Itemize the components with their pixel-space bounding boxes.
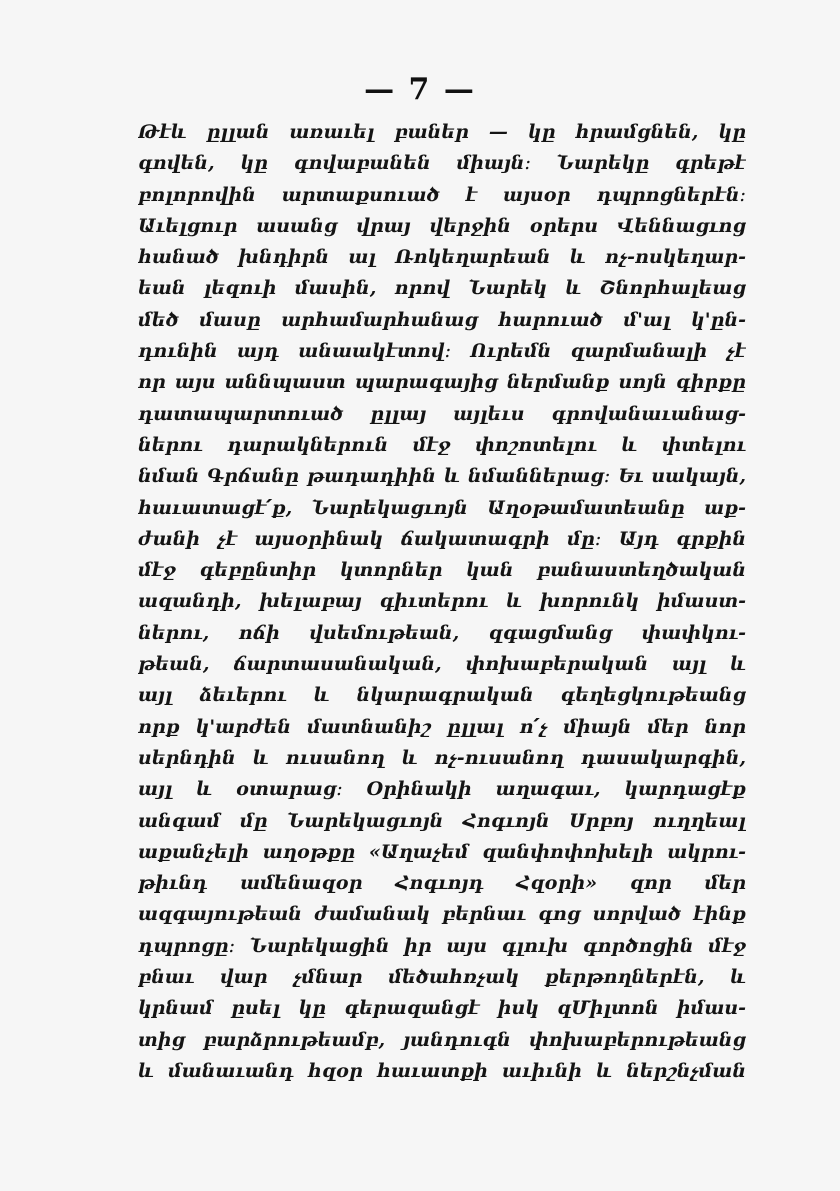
text-line: բոլորովին արտաքսուած է այսօր դպրոցներէն։ <box>138 183 746 206</box>
text-line: սերնդին և ուսանող և ոչ-ուսանող դասակարգին, <box>138 746 746 769</box>
text-line: դատապարտուած ըլլայ այլեւս գրովանաւանաց- <box>138 402 746 425</box>
text-line: մէջ գեբընտիր կտորներ կան բանաստեղծական <box>138 559 746 582</box>
text-line: նման Գրճանը թադադիին և նմաններաց։ Եւ սակայն, <box>138 465 746 488</box>
text-line: տից բարձրութեամբ, յանդուգն փոխաբերութեանց <box>138 1028 746 1051</box>
text-line: ազանդի, խելաբայ գիւտերու և խորունկ իմաստ- <box>138 590 746 613</box>
text-line: ներու դարակներուն մէջ փոշոտելու և փտելու <box>138 433 746 456</box>
text-line: ժանի չէ այսօրինակ ճակատագրի մը։ Այդ գրքին <box>138 527 746 550</box>
text-line: հաւատացէ՛ք, Նարեկացւոյն Աղօթամատեանը աք- <box>138 496 746 519</box>
text-line: անգամ մը Նարեկացւոյն Հոգւոյն Սրբոյ ուղղեալ <box>138 809 746 832</box>
text-line: և մանաւանդ հզօր հաւատքի աւիւնի և ներշնչման <box>138 1059 746 1082</box>
page-number: — 7 — <box>364 72 476 107</box>
body-text <box>138 117 746 1087</box>
text-line: թեան, ճարտասանական, փոխաբերական այլ և <box>138 653 746 676</box>
text-line: դպրոցը։ Նարեկացին իր այս գլուխ գործոցին մէջ <box>138 934 746 957</box>
text-line: թիւնդ ամենազօր Հոգւոյդ Հզօրի» զոր մեր <box>138 872 746 895</box>
text-line: այլ ձեւերու և նկարագրական գեղեցկութեանց <box>138 684 746 707</box>
text-line: ազգայութեան ժամանակ բերնաւ գոց սորված էինք <box>138 903 746 926</box>
text-line: հանած խնդիրն ալ Ռոկեղարեան և ոչ-ոսկեղար- <box>138 246 746 269</box>
text-line: աքանչելի աղօթքը «Աղաչեմ զանփոփոխելի ակրու- <box>138 840 746 863</box>
text-line: այլ և օտարաց։ Օրինակի աղագաւ, կարդացէք <box>138 778 746 801</box>
text-line: եան լեզուի մասին, որով Նարեկ և Շնորհալեաց <box>138 277 746 300</box>
text-line: գովեն, կը գովաբանեն միայն։ Նարեկը գրեթէ <box>138 152 746 175</box>
text-line: կրնամ ըսել կը գերազանցէ իսկ զՄիլտոն իմաս- <box>138 997 746 1020</box>
text-line: բնաւ վար չմնար մեծահռչակ քերթողներէն, և <box>138 966 746 989</box>
text-line: դունին այդ անաակէտով։ Ուրեմն զարմանալի չէ <box>138 340 746 363</box>
text-line: որք կ'արժեն մատնանիշ ըլլալ ո՛չ միայն մեր նոր <box>138 715 746 738</box>
text-line: Թէև ըլլան առաւել բաներ — կը հրամցնեն, կը <box>138 121 746 143</box>
text-line: ներու, ոճի վսեմութեան, զգացմանց փափկու- <box>138 621 746 644</box>
text-line: որ այս աննպաստ պարագայից ներմանք սոյն գիրքը <box>138 371 746 394</box>
text-line: մեծ մասը արհամարհանաց հարուած մ'ալ կ'ըն- <box>138 308 746 331</box>
text-line: Աւելցուր ասանց վրայ վերջին օրերս Վեննացւոց <box>138 214 746 237</box>
